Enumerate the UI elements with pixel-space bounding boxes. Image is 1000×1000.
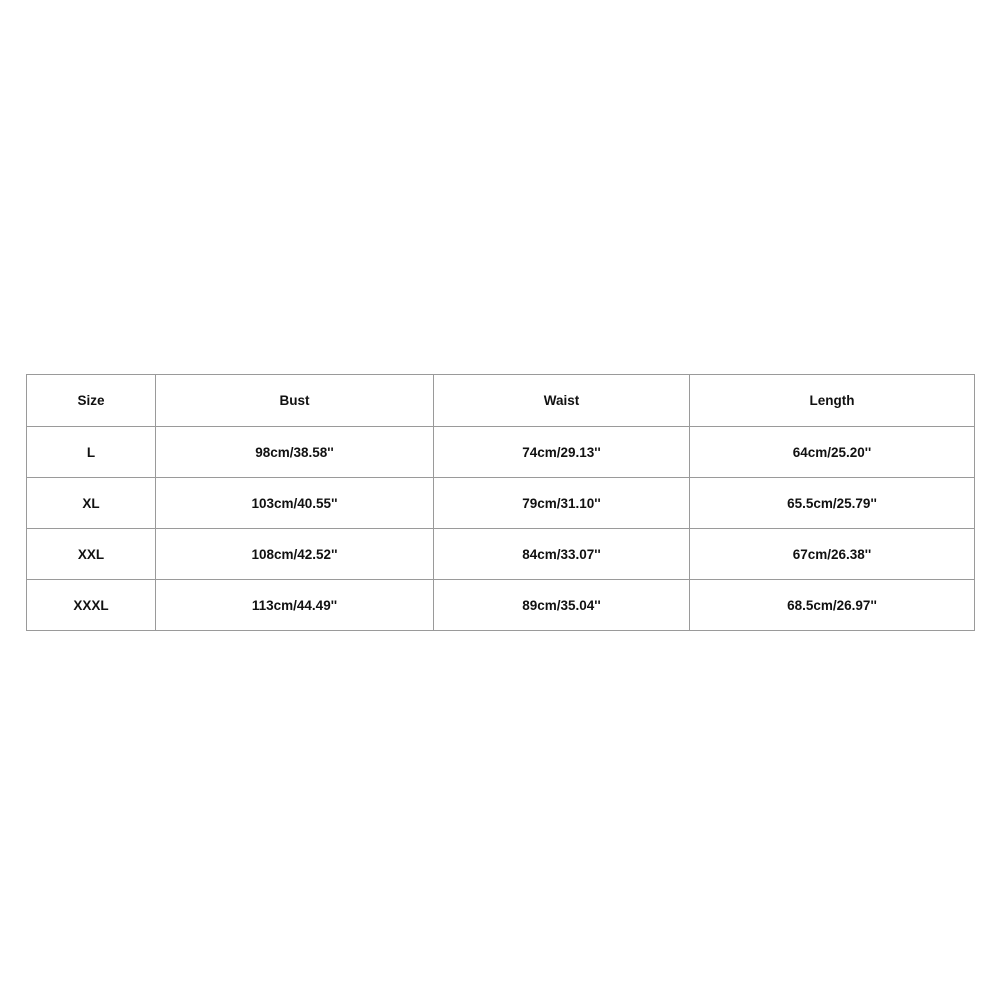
cell-bust: 98cm/38.58'' [156,427,434,478]
cell-size: XXL [27,529,156,580]
size-chart-table [26,374,975,631]
cell-length: 67cm/26.38'' [690,529,975,580]
cell-waist: 79cm/31.10'' [434,478,690,529]
cell-waist: 89cm/35.04'' [434,580,690,631]
column-header-length: Length [690,375,975,427]
cell-length: 64cm/25.20'' [690,427,975,478]
table-header-row [27,375,975,427]
cell-size: L [27,427,156,478]
cell-length: 65.5cm/25.79'' [690,478,975,529]
column-header-waist: Waist [434,375,690,427]
cell-bust: 103cm/40.55'' [156,478,434,529]
cell-size: XL [27,478,156,529]
table-row [27,529,975,580]
cell-waist: 74cm/29.13'' [434,427,690,478]
table-row [27,580,975,631]
column-header-size: Size [27,375,156,427]
cell-size: XXXL [27,580,156,631]
column-header-bust: Bust [156,375,434,427]
cell-length: 68.5cm/26.97'' [690,580,975,631]
cell-bust: 108cm/42.52'' [156,529,434,580]
cell-bust: 113cm/44.49'' [156,580,434,631]
table-row [27,478,975,529]
table-row [27,427,975,478]
cell-waist: 84cm/33.07'' [434,529,690,580]
